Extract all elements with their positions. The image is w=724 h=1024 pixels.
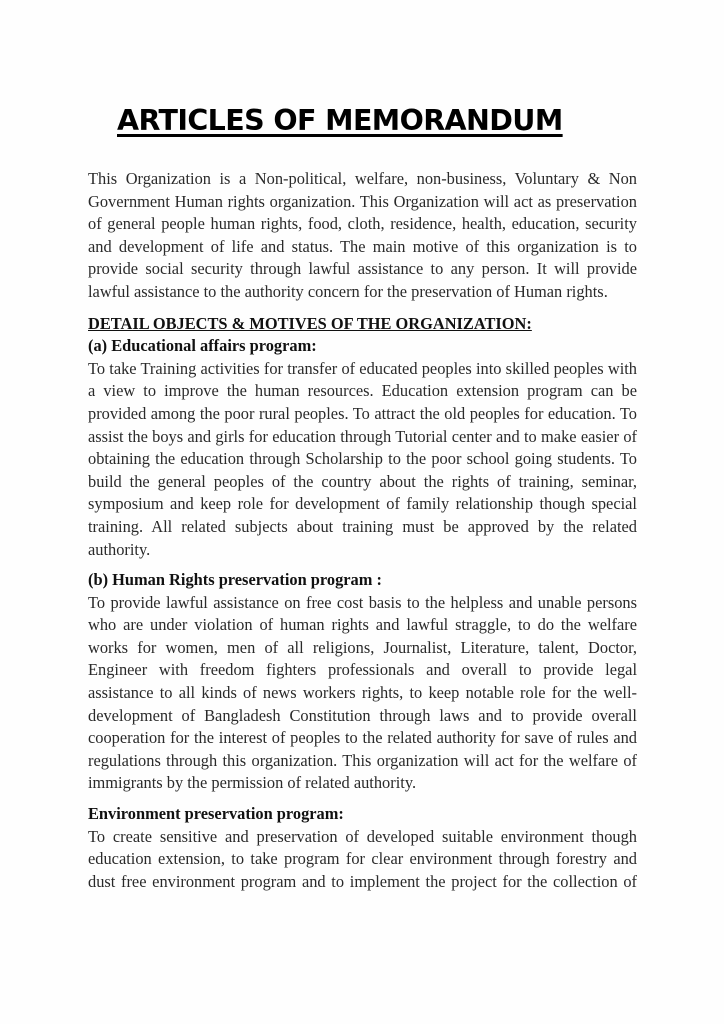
spacer — [88, 795, 637, 803]
document-title: ARTICLES OF MEMORANDUM — [117, 104, 563, 137]
subsection-text: To take Training activities for transfer of educated peoples into skilled peoples with a view to improve the human resources. Education extension program can be provided among the poor rural peoples. To attract the old peoples for education. To assist the boys and girls for education through Tutorial center and to make easier of obtaining the education through Scholarship to the poor school going students. To build the general peoples of the country about the rights of training, seminar, symposium and keep role for development of family relationship though special training. All related subjects about training must be approved by the related authority. — [88, 358, 637, 559]
subsection-text: To provide lawful assistance on free cost basis to the helpless and unable persons who are under violation of human rights and lawful straggle, to do the welfare works for women, men of all religions, Journalist, Literature, talent, Doctor, Engineer with freedom fighters professionals and overall to provide legal assistance to all kinds of news workers rights, to keep notable role for the well-development of Bangladesh Constitution through laws and to provide overall cooperation for the interest of peoples to the related authority for save of rules and regulations through this organization. This organization will act for the welfare of immigrants by the permission of related authority. — [88, 592, 637, 793]
subsection-text: To create sensitive and preservation of developed suitable environment though education extension, to take program for clear environment through forestry and dust free environment program and to implement the project for the collection of — [88, 826, 637, 891]
section-heading: DETAIL OBJECTS & MOTIVES OF THE ORGANIZATION: — [88, 313, 532, 333]
subsection-heading: Environment preservation program: — [88, 804, 344, 824]
section-environment — [88, 803, 637, 893]
document-body — [88, 168, 637, 893]
intro-paragraph: This Organization is a Non-political, welfare, non-business, Voluntary & Non Government Human rights organization. This Organization will act as preservation of general people human rights, food, cloth, residence, health, education, security and development of life and status. The main motive of this organization is to provide social security through lawful assistance to any person. It will provide lawful assistance to the authority concern for the preservation of Human rights. — [88, 169, 637, 301]
subsection-heading: (a) Educational affairs program: — [88, 336, 317, 356]
section-educational-affairs — [88, 335, 637, 561]
spacer — [88, 561, 637, 569]
section-human-rights — [88, 569, 637, 795]
subsection-heading: (b) Human Rights preservation program : — [88, 570, 382, 590]
spacer — [88, 304, 637, 313]
